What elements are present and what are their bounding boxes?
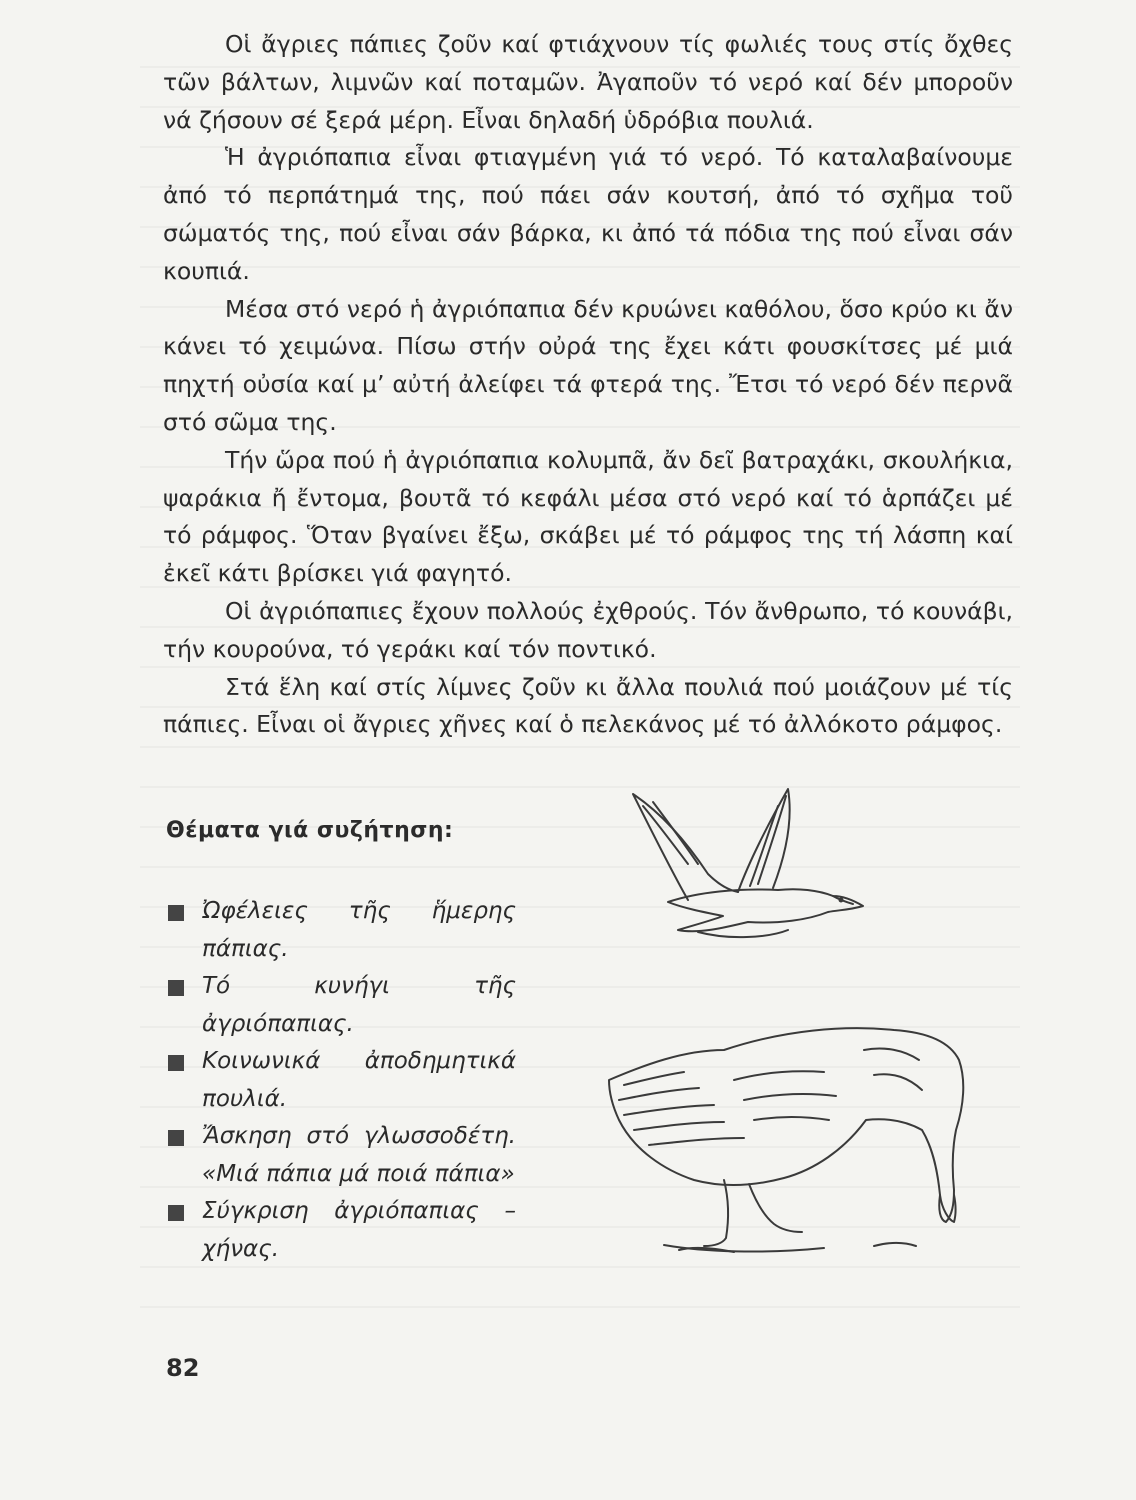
paragraph: Ἡ ἀγριόπαπια εἶναι φτιαγμένη γιά τό νερό. Τό καταλαβαίνουμε ἀπό τό περπάτημά της, πού πάει σάν κουτσή, ἀπό τό σχῆμα τοῦ σώματός της, πού εἶναι σάν βάρκα, κι ἀπό τά πόδια της πού εἶναι σάν κουπιά.: [163, 143, 1013, 285]
square-bullet-icon: [168, 980, 184, 996]
topic-text: Σύγκριση ἀγριόπαπιας – χήνας.: [202, 1198, 516, 1262]
square-bullet-icon: [168, 1205, 184, 1221]
list-item: [166, 1118, 516, 1193]
discussion-heading: Θέματα γιά συζήτηση:: [166, 818, 454, 843]
paragraph: Οἱ ἀγριόπαπιες ἔχουν πολλούς ἐχθρούς. Τόν ἄνθρωπο, τό κουνάβι, τήν κουρούνα, τό γεράκι καί τόν ποντικό.: [163, 596, 1013, 663]
standing-goose-illustration: [604, 1010, 984, 1260]
square-bullet-icon: [168, 1130, 184, 1146]
square-bullet-icon: [168, 1055, 184, 1071]
topic-text: Ἄσκηση στό γλωσσοδέτη. «Μιά πάπια μά ποιά πάπια»: [202, 1123, 516, 1187]
main-text: [163, 26, 1013, 744]
discussion-topics: [166, 893, 516, 1268]
flying-goose-illustration: [628, 784, 878, 944]
list-item: [166, 1193, 516, 1268]
square-bullet-icon: [168, 905, 184, 921]
paragraph: Τήν ὥρα πού ἡ ἀγριόπαπια κολυμπᾶ, ἄν δεῖ βατραχάκι, σκουλήκια, ψαράκια ἤ ἔντομα, βουτᾶ τό κεφάλι μέσα στό νερό καί τό ἁρπάζει μέ τό ράμφος. Ὅταν βγαίνει ἔξω, σκάβει μέ τό ράμφος της τή λάσπη καί ἐκεῖ κάτι βρίσκει γιά φαγητό.: [163, 445, 1013, 588]
list-item: [166, 968, 516, 1043]
topic-text: Ὠφέλειες τῆς ἥμερης πάπιας.: [202, 898, 516, 962]
paragraph: Μέσα στό νερό ἡ ἀγριόπαπια δέν κρυώνει καθόλου, ὅσο κρύο κι ἄν κάνει τό χειμώνα. Πίσω στήν οὐρά της ἔχει κάτι φουσκίτσες μέ μιά πηχτή οὐσία καί μ’ αὐτή ἀλείφει τά φτερά της. Ἔτσι τό νερό δέν περνᾶ στό σῶμα της.: [163, 294, 1013, 436]
paragraph: Στά ἕλη καί στίς λίμνες ζοῦν κι ἄλλα πουλιά πού μοιάζουν μέ τίς πάπιες. Εἶναι οἱ ἄγριες χῆνες καί ὁ πελεκάνος μέ τό ἀλλόκοτο ράμφος.: [163, 672, 1013, 739]
paragraph: Οἱ ἄγριες πάπιες ζοῦν καί φτιάχνουν τίς φωλιές τους στίς ὄχθες τῶν βάλτων, λιμνῶν καί ποταμῶν. Ἀγαποῦν τό νερό καί δέν μποροῦν νά ζήσουν σέ ξερά μέρη. Εἶναι δηλαδή ὑδρόβια πουλιά.: [163, 30, 1013, 134]
topic-text: Τό κυνήγι τῆς ἀγριόπαπιας.: [202, 973, 516, 1037]
page-number: 82: [166, 1354, 200, 1382]
list-item: [166, 893, 516, 968]
list-item: [166, 1043, 516, 1118]
topic-text: Κοινωνικά ἀποδημητικά πουλιά.: [202, 1048, 516, 1112]
